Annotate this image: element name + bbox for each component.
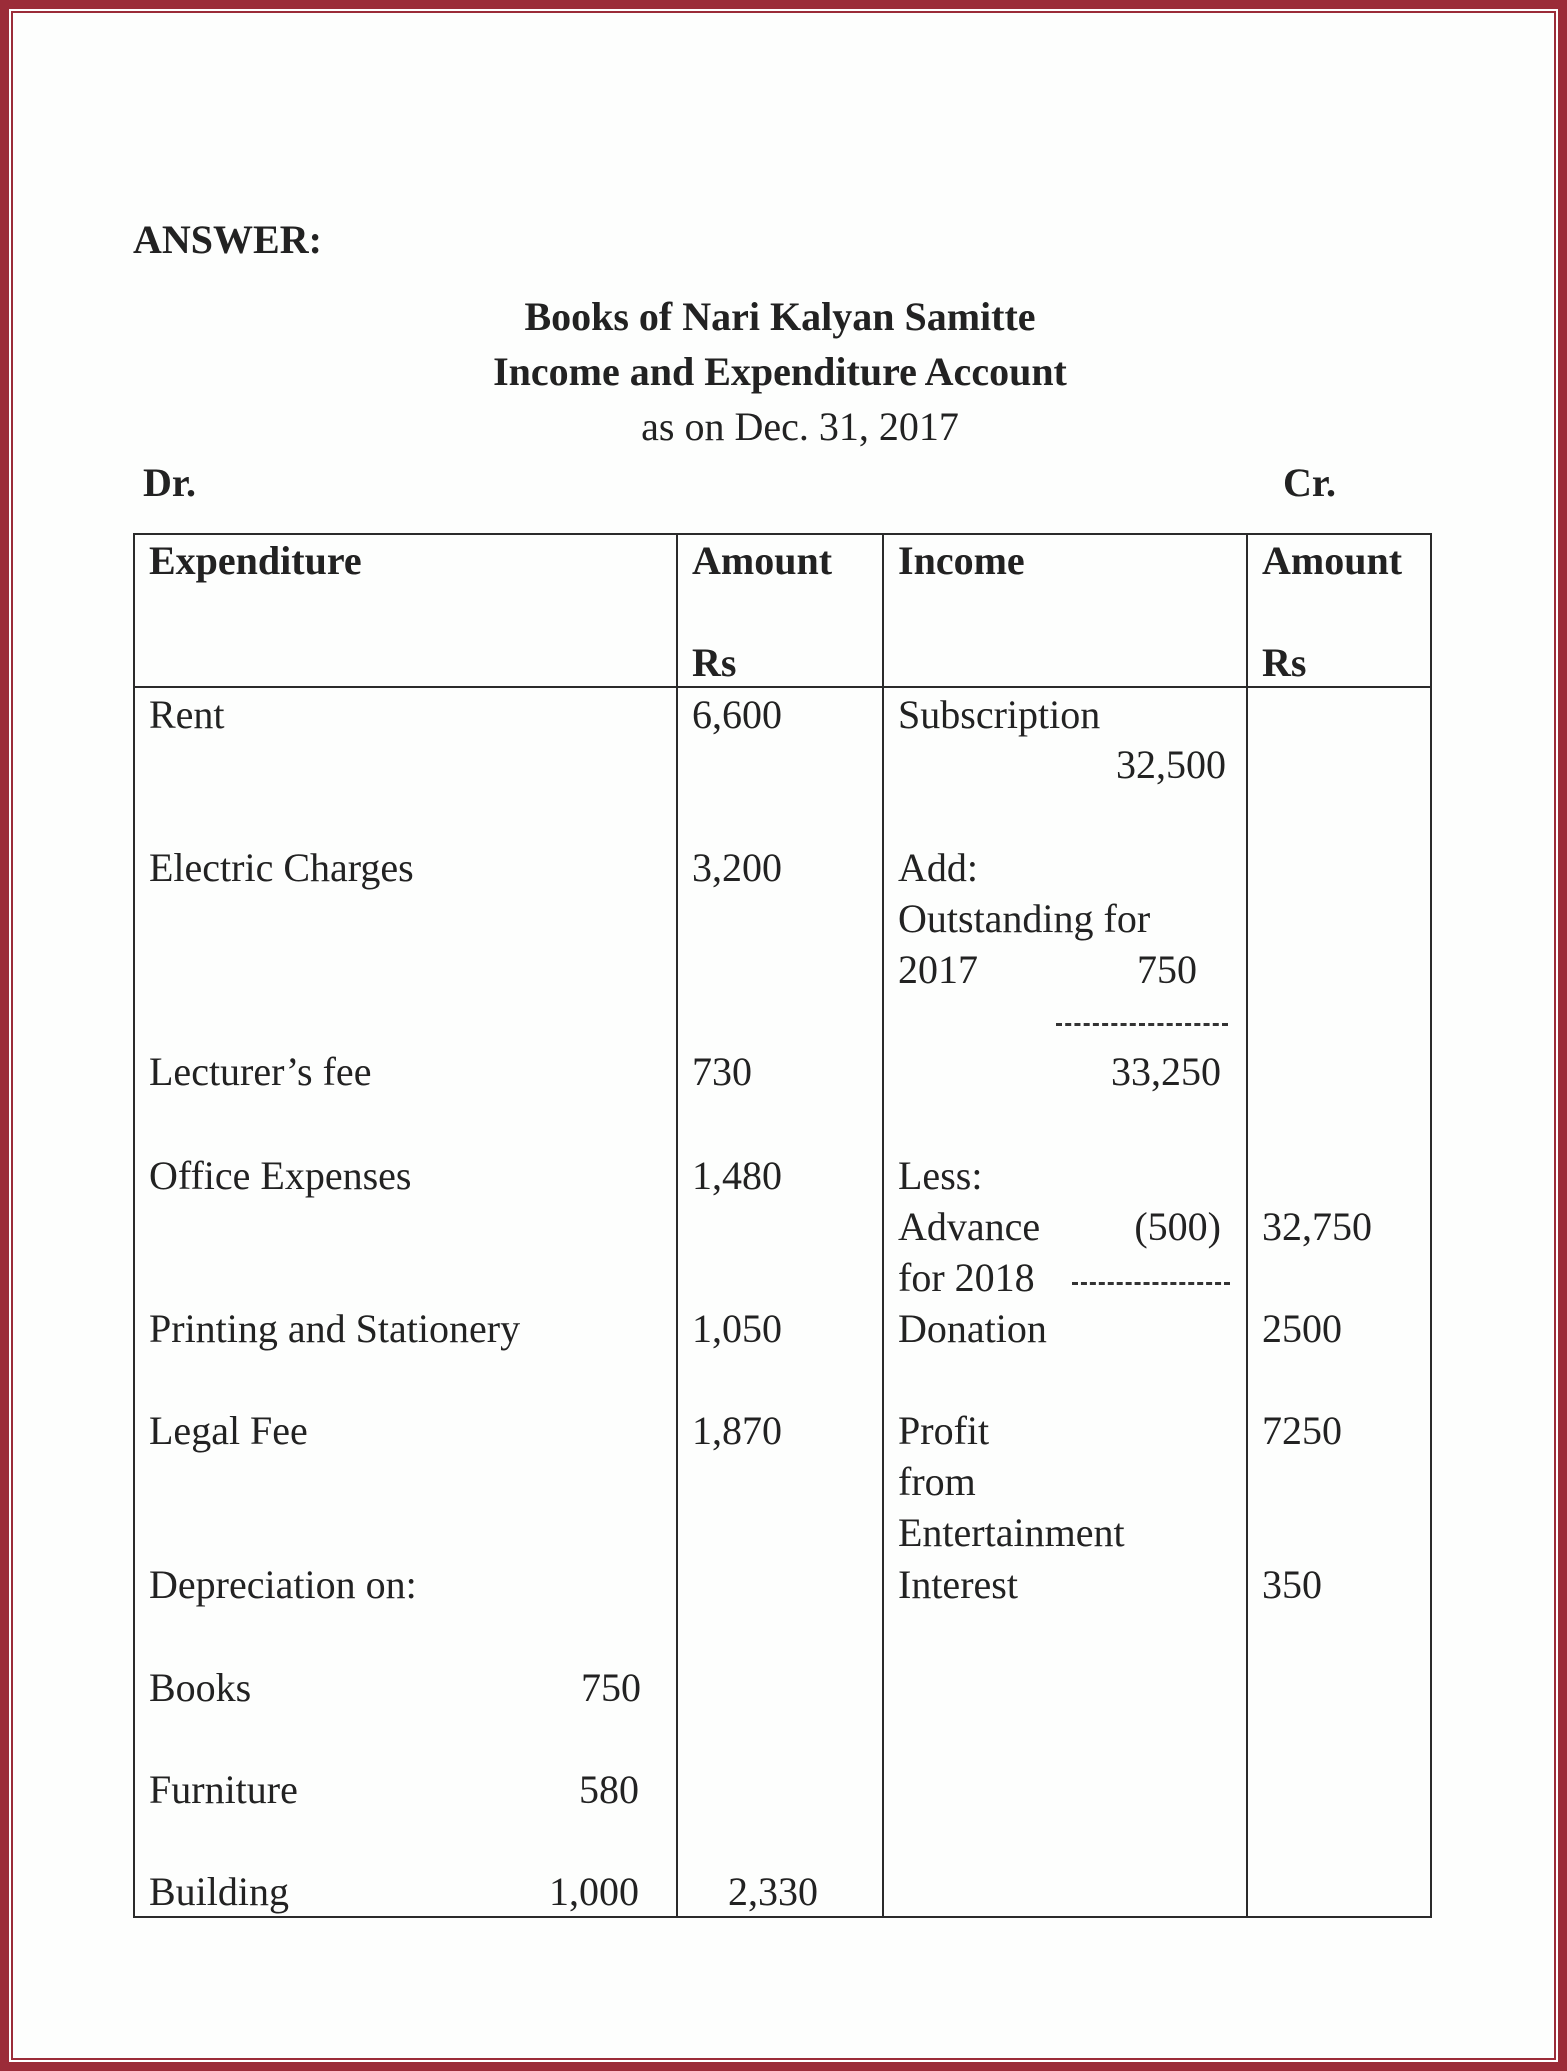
column-divider <box>882 533 884 1918</box>
income-label-profit-entertainment: Entertainment <box>898 1510 1125 1555</box>
header-amount-right: Amount <box>1262 538 1403 583</box>
income-subtotal: 33,250 <box>1111 1049 1221 1094</box>
debit-label: Dr. <box>143 460 196 505</box>
income-less-advance: Advance <box>898 1204 1041 1249</box>
income-amount-subscription-net: 32,750 <box>1262 1204 1372 1249</box>
income-label-donation: Donation <box>898 1306 1047 1351</box>
title-account: Income and Expenditure Account <box>493 349 1067 394</box>
income-label-profit: Profit <box>898 1408 990 1453</box>
income-subscription-value: 32,500 <box>1116 742 1226 787</box>
income-label-interest: Interest <box>898 1562 1018 1607</box>
header-amount-left: Amount <box>692 538 833 583</box>
expense-label-lecturer: Lecturer’s fee <box>149 1049 372 1094</box>
expense-label-depreciation: Depreciation on: <box>149 1562 417 1607</box>
expense-label-printing: Printing and Stationery <box>149 1306 521 1351</box>
expense-subamount-building: 1,000 <box>549 1869 639 1914</box>
expense-label-books: Books <box>149 1665 252 1710</box>
income-amount-donation: 2500 <box>1262 1306 1342 1351</box>
income-label-subscription: Subscription <box>898 692 1101 737</box>
header-rs-right: Rs <box>1262 640 1307 685</box>
income-amount-profit: 7250 <box>1262 1408 1342 1453</box>
income-expenditure-table <box>133 533 1432 1918</box>
expense-amount-electric: 3,200 <box>692 845 782 890</box>
income-add-year: 2017 <box>898 947 978 992</box>
expense-amount-legal: 1,870 <box>692 1408 782 1453</box>
credit-label: Cr. <box>1283 460 1336 505</box>
column-divider <box>676 533 678 1918</box>
title-date: as on Dec. 31, 2017 <box>641 404 959 449</box>
income-less-year: for 2018 <box>898 1255 1035 1300</box>
header-rs-left: Rs <box>692 640 737 685</box>
expense-label-rent: Rent <box>149 692 225 737</box>
expense-label-legal: Legal Fee <box>149 1408 308 1453</box>
net-rule <box>1072 1282 1230 1285</box>
expense-label-office: Office Expenses <box>149 1153 412 1198</box>
income-label-profit-from: from <box>898 1459 976 1504</box>
subtotal-rule <box>1056 1023 1228 1026</box>
header-expenditure: Expenditure <box>149 538 362 583</box>
header-income: Income <box>898 538 1025 583</box>
header-divider <box>133 686 1432 688</box>
expense-label-electric: Electric Charges <box>149 845 414 890</box>
answer-heading: ANSWER: <box>133 217 322 262</box>
expense-label-building: Building <box>149 1869 290 1914</box>
income-add-outstanding: Outstanding for <box>898 896 1151 941</box>
title-organization: Books of Nari Kalyan Samitte <box>524 294 1036 339</box>
column-divider <box>1246 533 1248 1918</box>
expense-label-furniture: Furniture <box>149 1767 298 1812</box>
income-add-value: 750 <box>1137 947 1197 992</box>
expense-amount-printing: 1,050 <box>692 1306 782 1351</box>
expense-amount-depreciation-total: 2,330 <box>728 1869 818 1914</box>
income-less-label: Less: <box>898 1153 983 1198</box>
expense-amount-rent: 6,600 <box>692 692 782 737</box>
expense-amount-office: 1,480 <box>692 1153 782 1198</box>
income-amount-interest: 350 <box>1262 1562 1322 1607</box>
expense-subamount-books: 750 <box>581 1665 641 1710</box>
expense-amount-lecturer: 730 <box>692 1049 752 1094</box>
income-less-value: (500) <box>1134 1204 1221 1249</box>
expense-subamount-furniture: 580 <box>579 1767 639 1812</box>
income-add-label: Add: <box>898 845 978 890</box>
